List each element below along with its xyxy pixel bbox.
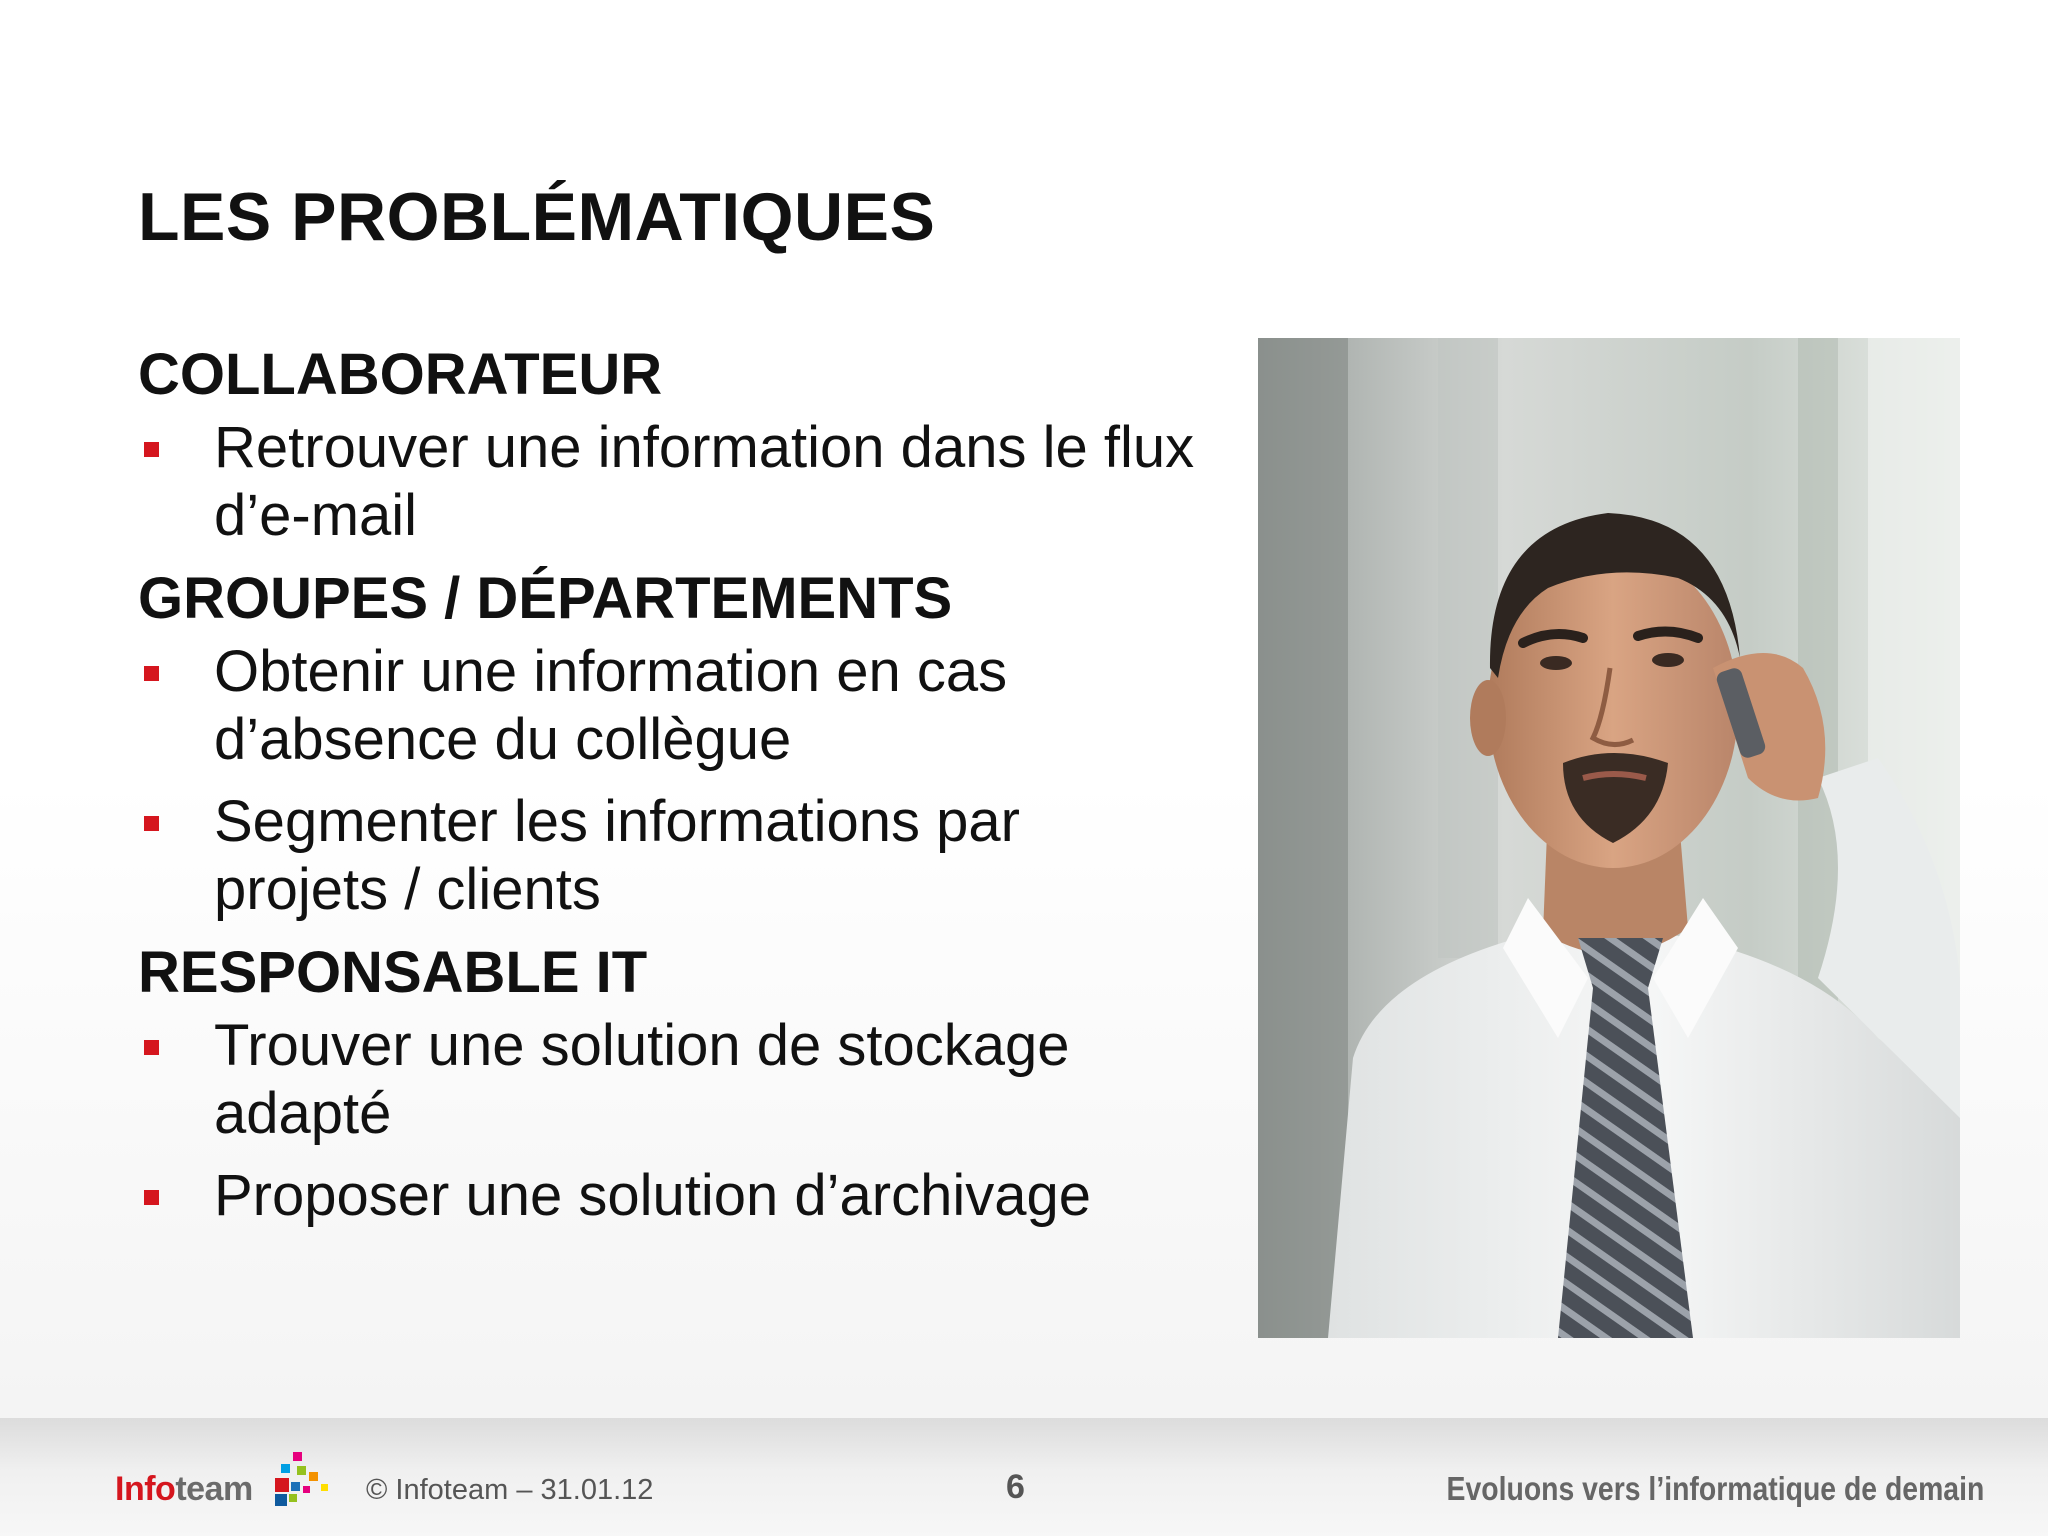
section-collaborateur [138,340,1198,550]
bullet-item [138,788,1198,924]
bullet-square-icon [144,442,159,457]
bullet-item [138,638,1198,774]
bullet-item [138,1012,1198,1148]
bullet-square-icon [144,1040,159,1055]
section-groupes-departements [138,564,1198,924]
bullet-square-icon [144,666,159,681]
bullet-text: Proposer une solution d’archivage [214,1163,1091,1228]
bullet-text: Trouver une solution de stockage adapté [214,1013,1070,1146]
logo-wordmark [115,1470,253,1509]
bullet-square-icon [144,816,159,831]
slide-title: LES PROBLÉMATIQUES [138,179,936,255]
businessman-photo [1258,338,1960,1338]
bullet-text: Segmenter les informations par projets / clients [214,789,1020,922]
page-number: 6 [1006,1468,1025,1506]
section-responsable-it [138,938,1198,1230]
bullet-square-icon [144,1190,159,1205]
infoteam-logo [115,1452,345,1512]
footer-copyright: © Infoteam – 31.01.12 [366,1474,654,1506]
slide-content [138,340,1198,1244]
bullet-item [138,414,1198,550]
bullet-text: Obtenir une information en cas d’absence du collègue [214,639,1008,772]
section-heading: COLLABORATEUR [138,342,663,407]
bullet-text: Retrouver une information dans le flux d’e-mail [214,415,1195,548]
section-heading: RESPONSABLE IT [138,940,648,1005]
section-heading: GROUPES / DÉPARTEMENTS [138,566,953,631]
logo-info-text: Info [115,1470,176,1508]
bullet-item [138,1162,1198,1230]
logo-team-text: team [175,1470,253,1508]
footer-tagline: Evoluons vers l’informatique de demain [1446,1470,1984,1507]
logo-pixel-mark-icon [273,1452,343,1508]
businessman-on-phone-illustration [1258,338,1960,1338]
